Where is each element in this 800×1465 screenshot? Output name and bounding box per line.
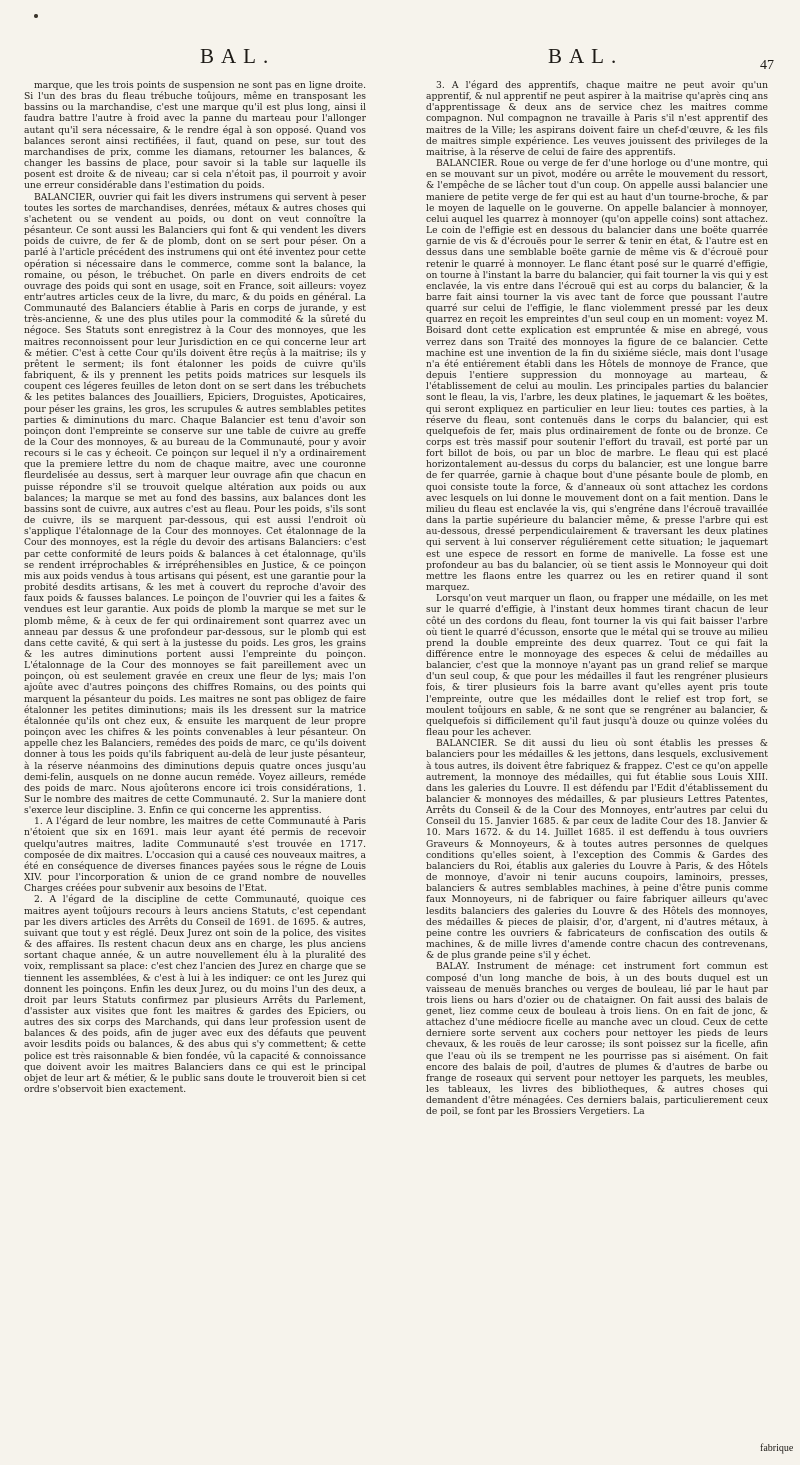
paragraph: 3. A l'égard des apprentifs, chaque maitre ne peut avoir qu'un apprentif, & nul apprentif ne peut aspirer à la maitrise qu'après cinq ans d'apprentissage & deux ans de service chez les maitres comme compagnon. Nul compagnon ne travaille à Paris s'il n'est apprentif des maitres de la Ville; les aspirans doivent faire un chef-d'œuvre, & les fils de maitres simple expérience. Les veuves jouissent des privileges de la maitrise, à la réserve de celui de faire des apprentifs. xyxy=(426,80,768,158)
paragraph: BALANCIER, ouvrier qui fait les divers instrumens qui servent à peser toutes les sortes de marchandises, denrées, métaux & autres choses qui s'achetent ou se vendent au poids, ou dont on veut connoître la pésanteur. Ce sont aussi les Balanciers qui font & qui vendent les divers poids de cuivre, de fer & de plomb, dont on se sert pour péser. On a parlé à l'article précédent des instrumens qui ont été inventez pour cette opération si nécessaire dans le commerce, comme sont la balance, la romaine, ou péson, le trébuchet. On parle en divers endroits de cet ouvrage des poids qui sont en usage, soit en France, soit ailleurs: voyez entr'autres articles ceux de la livre, du marc, & du poids en général. La Communauté des Balanciers établie à Paris en corps de jurande, y est très-ancienne, & une des plus utiles pour la commodité & la sûreté du négoce. Ses Statuts sont enregistrez à la Cour des monnoyes, que les maitres reconnoissent pour leur Jurisdiction en ce qui concerne leur art & métier. C'est à cette Cour qu'ils doivent être reçûs à la maitrise; ils y prêtent le serment; ils font étalonner les poids de cuivre qu'ils fabriquent, & ils y prennent les petits poids matrices sur lesquels ils coupent ces légeres feuilles de leton dont on se sert dans les trébuchets & les petites balances des Jouailliers, Epiciers, Droguistes, Apoticaires, pour péser les grains, les gros, les scrupules & autres semblables petites parties & diminutions du marc. Chaque Balancier est tenu d'avoir son poinçon dont l'empreinte se conserve sur une table de cuivre au greffe de la Cour des monnoyes, & au bureau de la Communauté, pour y avoir recours si le cas y écheoit. Ce poinçon sur lequel il n'y a ordinairement que la premiere lettre du nom de chaque maitre, avec une couronne fleurdelisée au dessus, sert à marquer leur ouvrage afin que chacun en puisse répondre s'il se trouvoit quelque altération aux poids ou aux balances; la marque se met au fond des bassins, aux balances dont les bassins sont de cuivre, aux autres c'est au fleau. Pour les poids, s'ils sont de cuivre, ils se marquent par-dessous, qui est aussi l'endroit où s'applique l'étalonnage de la Cour des monnoyes. Cet étalonnage de la Cour des monnoyes, est la régle du devoir des artisans Balanciers: c'est par cette conformité de leurs poids & balances à cet étalonnage, qu'ils se rendent irréprochables & irrépréhensibles en Justice, & ce poinçon mis aux poids vendus à tous artisans qui pésent, est une garantie pour la probité desdits artisans, & les met à couvert du reproche d'avoir des faux poids & fausses balances. Le poinçon de l'ouvrier qui les a faites & vendues est leur garantie. Aux poids de plomb la marque se met sur le plomb même, & à ceux de fer qui ordinairement sont quarrez avec un anneau par dessus & une profondeur par-dessous, sur le plomb qui est dans cette cavité, & qui sert à la justesse du poids. Les gros, les grains & les autres diminutions portent aussi l'empreinte du poinçon. L'étalonnage de la Cour des monnoyes se fait pareillement avec un poinçon, où est seulement gravée en creux une fleur de lys; mais l'on ajoûte avec d'autres poinçons des chiffres Romains, ou des points qui marquent la pésanteur du poids. Les maitres ne sont pas obligez de faire étalonner les petites diminutions; mais ils les dressent sur la matrice étalonnée qu'ils ont chez eux, & ensuite les marquent de leur propre poinçon avec les chifres & les points convenables à leur pésanteur. On appelle chez les Balanciers, remédes des poids de marc, ce qu'ils doivent donner à tous les poids qu'ils fabriquent au-delà de leur juste pésanteur, à la réserve néanmoins des diminutions depuis quatre onces jusqu'au demi-felin, ausquels on ne donne aucun reméde. Voyez ailleurs, reméde des poids de marc. Nous ajoûterons encore ici trois considérations, 1. Sur le nombre des maitres de cette Communauté. 2. Sur la maniere dont s'exerce leur discipline. 3. Enfin ce qui concerne les apprentiss. xyxy=(24,191,366,817)
paragraph: marque, que les trois points de suspension ne sont pas en ligne droite. Si l'un des bras du fleau trébuche toûjours, même en transposant les bassins ou la marchandise, c'est une marque qu'il est plus long, ainsi il faudra battre l'autre à froid avec la panne du marteau pour l'allonger autant qu'il sera nécessaire, & le rendre égal à son opposé. Quand vos balances seront ainsi rectifiées, il faut, quand on pese, sur tout des marchandises de prix, comme les diamans, retourner les balances, & changer les bassins de place, pour savoir si la table sur laquelle ils posent est droite & de niveau; car si cela n'étoit pas, il pourroit y avoir une erreur considérable dans l'estimation du poids. xyxy=(24,80,366,192)
ink-spot xyxy=(34,14,38,18)
paragraph: BALANCIER. Se dit aussi du lieu où sont établis les presses & balanciers pour les médailles & les jettons, dans lesquels, exclusivement à tous autres, ils doivent être fabriquez & frappez. C'est ce qu'on appelle autrement, la monnoye des médailles, qui fut établie sous Louis XIII. dans les galeries du Louvre. Il est défendu par l'Edit d'établissement du balancier & monnoyes des médailles, & par plusieurs Lettres Patentes, Arrêts du Conseil & de la Cour des Monnoyes, entr'autres par celui du Conseil du 15. Janvier 1685. & par ceux de ladite Cour des 18. Janvier & 10. Mars 1672. & du 14. Juillet 1685. il est deffendu à tous ouvriers Graveurs & Monnoyeurs, & à toutes autres personnes de quelques conditions qu'elles soient, à l'exception des Commis & Gardes des balanciers du Roi, établis aux galeries du Louvre à Paris, & des Hôtels de monnoye, d'avoir ni tenir aucuns coupoirs, laminoirs, presses, balanciers & autres semblables machines, à peine d'être punis comme faux Monnoyeurs, ni de fabriquer ou faire fabriquer ailleurs qu'avec lesdits balanciers des galeries du Louvre & des Hôtels des monnoyes, des médailles & pieces de plaisir, d'or, d'argent, ni d'autres métaux, à peine contre les ouvriers & fabricateurs de confiscation des outils & machines, & de mille livres d'amende contre chacun des contrevenans, & de plus grande peine s'il y échet. xyxy=(426,738,768,962)
paragraph: Lorsqu'on veut marquer un flaon, ou frapper une médaille, on les met sur le quarré d'effigie, à l'instant deux hommes tirant chacun de leur côté un des cordons du fleau, font tourner la vis qui fait baisser l'arbre où tient le quarré d'écusson, ensorte que le métal qui se trouve au milieu prend la double empreinte des deux quarrez. Tout ce qui fait la différence entre le monnoyage des especes & celui de médailles au balancier, c'est que la monnoye n'ayant pas un grand relief se marque d'un seul coup, & que pour les médailles il faut les rengréner plusieurs fois, & tirer plusieurs fois la barre avant qu'elles ayent pris toute l'empreinte, outre que les médailles dont le relief est trop fort, se moulent toûjours en sable, & ne sont que se rengréner au balancier, & quelquefois si difficilement qu'il faut jusqu'à douze ou quinze volées du fleau pour les achever. xyxy=(426,593,768,739)
right-column xyxy=(426,80,768,1452)
paragraph: BALAY. Instrument de ménage: cet instrument fort commun est composé d'un long manche de bois, à un des bouts duquel est un vaisseau de menuës branches ou verges de bouleau, lié par le haut par trois liens ou hars d'ozier ou de chataigner. On fait aussi des balais de genet, liez comme ceux de bouleau à trois liens. On en fait de jonc, & attachez d'une médiocre ficelle au manche avec un cloud. Ceux de cette derniere sorte servent aux cochers pour nettoyer les pieds de leurs chevaux, & les rouës de leur carosse; ils sont poissez sur la ficelle, afin que l'eau où ils se trempent ne les pourrisse pas si aisément. On fait encore des balais de poil, d'autres de plumes & d'autres de barbe ou frange de roseaux qui servent pour nettoyer les parquets, les meubles, les tableaux, les livres des bibliotheques, & autres choses qui demandent d'être ménagées. Ces derniers balais, particulierement ceux de poil, se font par les Brossiers Vergetiers. La xyxy=(426,961,768,1118)
paragraph: 1. A l'égard de leur nombre, les maitres de cette Communauté à Paris n'étoient que six en 1691. mais leur ayant été permis de recevoir quelqu'autres maitres, ladite Communauté s'est trouvée en 1717. composée de dix maitres. L'occasion qui a causé ces nouveaux maitres, a été en conséquence de diverses finances payées sous le régne de Louis XIV. pour l'incorporation & union de ce grand nombre de nouvelles Charges créées pour subvenir aux besoins de l'Etat. xyxy=(24,816,366,895)
page-number: 47 xyxy=(760,58,774,73)
left-column xyxy=(24,80,366,1452)
paragraph: 2. A l'égard de la discipline de cette Communauté, quoique ces maitres ayent toûjours recours à leurs anciens Statuts, c'est cependant par les divers articles des Arrêts du Conseil de 1691. de 1695. & autres, suivant que tout y est réglé. Deux Jurez ont soin de la police, des visites & des affaires. Ils restent chacun deux ans en charge, les plus anciens sortant chaque année, & un autre nouvellement élu à la pluralité des voix, remplissant sa place: c'est chez l'ancien des Jurez en charge que se tiennent les assemblées, & c'est à lui à les indiquer: ce ont les Jurez qui donnent les poinçons. Enfin les deux Jurez, ou du moins l'un des deux, a droit par leurs Statuts confirmez par plusieurs Arrêts du Parlement, d'assister aux visites que font les maitres & gardes des Epiciers, ou autres des six corps des Marchands, qui dans leur profession usent de balances & des poids, afin de juger avec eux des défauts que peuvent avoir lesdits poids ou balances, & des abus qui s'y commettent; & cette police est très raisonnable & bien fondée, vû la capacité & connoissance que doivent avoir les maitres Balanciers dans ce qui est le principal objet de leur art & métier, & le public sans doute le trouveroit bien si cet ordre s'observoit bien exactement. xyxy=(24,894,366,1096)
running-head-left: BAL. xyxy=(200,44,276,68)
catchword: fabrique xyxy=(760,1443,794,1454)
paragraph: BALANCIER. Roue ou verge de fer d'une horloge ou d'une montre, qui en se mouvant sur un pivot, modére ou arrête le mouvement du ressort, & l'empêche de se lâcher tout d'un coup. On appelle aussi balancier une maniere de petite verge de fer qui est au haut d'un tourne-broche, & par le moyen de laquelle on le gouverne. On appelle balancier à monnoyer, celui auquel les quarrez à monnoyer (qu'on appelle coins) sont attachez. Le coin de l'effigie est en dessous du balancier dans une boëte quarrée garnie de vis & d'écrouës pour le serrer & tenir en état, & l'autre est en dessus dans une semblable boëte garnie de même vis & d'écrouë pour retenir le quarré à monnoyer. Le flanc étant posé sur le quarré d'effigie, on tourne à l'instant la barre du balancier, qui fait tourner la vis qui y est enclavée, la vis entre dans l'écrouë qui est au corps du balancier, & la barre fait ainsi tourner la vis avec tant de force que poussant l'autre quarré sur celui de l'effigie, le flanc violemment pressé par les deux quarrez en reçoit les empreintes d'un seul coup en un moment: voyez M. Boisard dont cette explication est empruntée & mise en abregé, vous verrez dans son Traité des monnoyes la figure de ce balancier. Cette machine est une invention de la fin du sixiéme siécle, mais dont l'usage n'a été entiérement établi dans les Hôtels de monnoye de France, que depuis l'entiere suppression du monnoyage au marteau, & l'établissement de celui au moulin. Les principales parties du balancier sont le fleau, la vis, l'arbre, les deux platines, le jaquemart & les boëtes, qui seront expliquez en particulier en leur lieu: toutes ces parties, à la réserve du fleau, sont contenuës dans le corps du balancier, qui est quelquefois de fer, mais plus ordinairement de fonte ou de bronze. Ce corps est très massif pour soutenir l'effort du travail, est porté par un fort billot de bois, ou par un bloc de marbre. Le fleau qui est placé horizontalement au-dessus du corps du balancier, est une longue barre de fer quarrée, garnie à chaque bout d'une pésante boule de plomb, en quoi consiste toute la force, & d'anneaux où sont attachez les cordons avec lesquels on lui donne le mouvement dont on a fait mention. Dans le milieu du fleau est enclavée la vis, qui s'engréne dans l'écrouë travaillée dans la partie supérieure du balancier même, & presse l'arbre qui est au-dessous, dressé perpendiculairement & traversant les deux platines qui servent à lui conserver réguliérement cette situation; le jaquemart est une espece de ressort en forme de manivelle. La fosse est une profondeur au bas du balancier, où se tient assis le Monnoyeur qui doit mettre les flaons entre les quarrez ou les en retirer quand il sont marquez. xyxy=(426,158,768,594)
running-head-right: BAL. xyxy=(548,44,624,68)
